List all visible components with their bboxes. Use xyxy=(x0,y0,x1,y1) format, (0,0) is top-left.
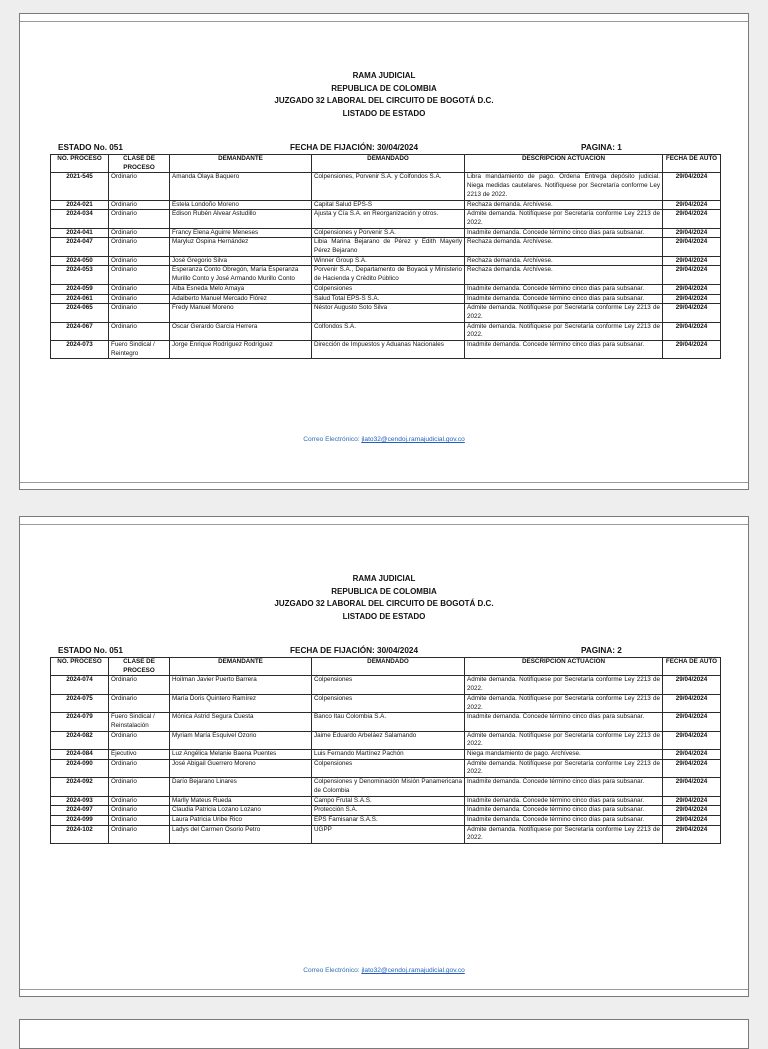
cell-no-proceso: 2024-075 xyxy=(51,694,109,712)
cell-demandado: Dirección de Impuestos y Aduanas Nacionales xyxy=(312,341,465,359)
cell-demandante: Laura Patricia Uribe Rico xyxy=(170,815,312,825)
cell-fecha-auto: 29/04/2024 xyxy=(663,210,721,228)
cell-demandado: Salud Total EPS-S S.A. xyxy=(312,294,465,304)
estado-number: ESTADO No. 051 xyxy=(58,646,123,655)
column-header-demandante: DEMANDANTE xyxy=(170,155,312,173)
page-bottom-rule xyxy=(20,989,748,990)
cell-descripcion: Inadmite demanda. Concede término cinco días para subsanar. xyxy=(465,713,663,731)
table-row xyxy=(51,676,721,694)
cell-descripcion: Admite demanda. Notifíquese por Secretaría conforme Ley 2213 de 2022. xyxy=(465,825,663,843)
cell-demandado: Libia Marina Bejarano de Pérez y Edith Mayerly Pérez Bejarano xyxy=(312,238,465,256)
footer-email-link[interactable]: jlato32@cendoj.ramajudicial.gov.co xyxy=(361,967,465,974)
table-row xyxy=(51,304,721,322)
cell-fecha-auto: 29/04/2024 xyxy=(663,228,721,238)
cell-no-proceso: 2024-092 xyxy=(51,778,109,796)
table-row xyxy=(51,210,721,228)
cell-fecha-auto: 29/04/2024 xyxy=(663,825,721,843)
table-row xyxy=(51,759,721,777)
cell-demandante: Luz Angélica Melanie Baena Puentes xyxy=(170,750,312,760)
page-header xyxy=(20,573,748,623)
header-line-rama: RAMA JUDICIAL xyxy=(352,71,416,80)
cell-demandado: Colpensiones y Porvenir S.A. xyxy=(312,228,465,238)
cell-descripcion: Inadmite demanda. Concede término cinco días para subsanar. xyxy=(465,815,663,825)
cell-demandado: Luis Fernando Martínez Pachón xyxy=(312,750,465,760)
cell-demandado: UGPP xyxy=(312,825,465,843)
cell-clase-proceso: Ordinario xyxy=(109,294,170,304)
cell-descripcion: Admite demanda. Notifíquese por Secretaría conforme Ley 2213 de 2022. xyxy=(465,731,663,749)
cell-clase-proceso: Ordinario xyxy=(109,228,170,238)
cell-clase-proceso: Ordinario xyxy=(109,806,170,816)
cell-clase-proceso: Ordinario xyxy=(109,759,170,777)
cell-descripcion: Rechaza demanda. Archívese. xyxy=(465,200,663,210)
cell-clase-proceso: Ordinario xyxy=(109,825,170,843)
table-row xyxy=(51,238,721,256)
footer-email-label: Correo Electrónico: xyxy=(303,967,360,974)
cell-fecha-auto: 29/04/2024 xyxy=(663,256,721,266)
fecha-fijacion: FECHA DE FIJACIÓN: 30/04/2024 xyxy=(290,646,419,655)
cell-descripcion: Inadmite demanda. Concede término cinco días para subsanar. xyxy=(465,806,663,816)
cell-demandante: Darío Bejarano Linares xyxy=(170,778,312,796)
cell-clase-proceso: Ordinario xyxy=(109,173,170,200)
cell-demandante: María Doris Quintero Ramírez xyxy=(170,694,312,712)
cell-clase-proceso: Ordinario xyxy=(109,238,170,256)
table-row xyxy=(51,173,721,200)
fecha-fijacion: FECHA DE FIJACIÓN: 30/04/2024 xyxy=(290,143,419,152)
cell-descripcion: Libra mandamiento de pago. Ordena Entrega depósito judicial. Niega medidas cautelares. Notifíquese por Secretaría conforme Ley 2213 de 2022. xyxy=(465,173,663,200)
cell-fecha-auto: 29/04/2024 xyxy=(663,266,721,284)
page-bottom-rule xyxy=(20,482,748,483)
column-header-descripcion: DESCRIPCIÓN ACTUACIÓN xyxy=(465,658,663,676)
cell-fecha-auto: 29/04/2024 xyxy=(663,200,721,210)
cell-clase-proceso: Ordinario xyxy=(109,815,170,825)
estado-meta-row xyxy=(50,143,720,154)
cell-no-proceso: 2024-084 xyxy=(51,750,109,760)
document-page-1 xyxy=(19,13,749,490)
cell-demandado: Banco Itau Colombia S.A. xyxy=(312,713,465,731)
cell-descripcion: Rechaza demanda. Archívese. xyxy=(465,256,663,266)
cell-demandante: Maryluz Ospina Hernández xyxy=(170,238,312,256)
cell-no-proceso: 2024-047 xyxy=(51,238,109,256)
cell-clase-proceso: Ejecutivo xyxy=(109,750,170,760)
cell-clase-proceso: Ordinario xyxy=(109,796,170,806)
column-header-demandante: DEMANDANTE xyxy=(170,658,312,676)
column-header-fecha-auto: FECHA DE AUTO xyxy=(663,658,721,676)
cell-clase-proceso: Ordinario xyxy=(109,284,170,294)
cell-no-proceso: 2024-099 xyxy=(51,815,109,825)
cell-descripcion: Admite demanda. Notifíquese por Secretaría conforme Ley 2213 de 2022. xyxy=(465,322,663,340)
table-header-row xyxy=(51,155,721,173)
cell-clase-proceso: Fuero Sindical / Reinstalación xyxy=(109,713,170,731)
cell-clase-proceso: Ordinario xyxy=(109,304,170,322)
cell-clase-proceso: Ordinario xyxy=(109,210,170,228)
cell-demandado: Colpensiones xyxy=(312,284,465,294)
cell-fecha-auto: 29/04/2024 xyxy=(663,322,721,340)
cell-descripcion: Admite demanda. Notifíquese por Secretaría conforme Ley 2213 de 2022. xyxy=(465,304,663,322)
page-header xyxy=(20,70,748,120)
cell-demandante: José Abigail Guerrero Moreno xyxy=(170,759,312,777)
cell-clase-proceso: Ordinario xyxy=(109,778,170,796)
column-header-demandado: DEMANDADO xyxy=(312,658,465,676)
header-line-republica: REPUBLICA DE COLOMBIA xyxy=(331,83,437,93)
cell-descripcion: Niega mandamiento de pago. Archívese. xyxy=(465,750,663,760)
column-header-no-proceso: NO. PROCESO xyxy=(51,658,109,676)
cell-demandante: Hoilman Javier Puerto Barrera xyxy=(170,676,312,694)
cell-no-proceso: 2024-059 xyxy=(51,284,109,294)
cell-descripcion: Inadmite demanda. Concede término cinco días para subsanar. xyxy=(465,294,663,304)
cell-descripcion: Inadmite demanda. Concede término cinco días para subsanar. xyxy=(465,341,663,359)
cell-fecha-auto: 29/04/2024 xyxy=(663,173,721,200)
cell-demandado: Campo Frutal S.A.S. xyxy=(312,796,465,806)
cell-demandante: Ladys del Carmen Osorio Petro xyxy=(170,825,312,843)
table-row xyxy=(51,806,721,816)
footer-contact xyxy=(20,967,748,974)
cell-no-proceso: 2024-021 xyxy=(51,200,109,210)
cell-demandante: Francy Elena Aguirre Meneses xyxy=(170,228,312,238)
cell-descripcion: Rechaza demanda. Archívese. xyxy=(465,238,663,256)
cell-demandado: Néstor Augusto Soto Silva xyxy=(312,304,465,322)
cell-no-proceso: 2021-545 xyxy=(51,173,109,200)
table-row xyxy=(51,713,721,731)
table-row xyxy=(51,284,721,294)
column-header-clase-proceso: CLASE DE PROCESO xyxy=(109,658,170,676)
cell-fecha-auto: 29/04/2024 xyxy=(663,778,721,796)
cell-demandado: Winner Group S.A. xyxy=(312,256,465,266)
column-header-demandado: DEMANDADO xyxy=(312,155,465,173)
column-header-clase-proceso: CLASE DE PROCESO xyxy=(109,155,170,173)
cell-demandado: Colpensiones xyxy=(312,676,465,694)
cell-no-proceso: 2024-053 xyxy=(51,266,109,284)
cell-no-proceso: 2024-074 xyxy=(51,676,109,694)
cell-no-proceso: 2024-050 xyxy=(51,256,109,266)
cell-clase-proceso: Ordinario xyxy=(109,676,170,694)
cell-demandado: Ajusta y Cía S.A. en Reorganización y otros. xyxy=(312,210,465,228)
footer-email-label: Correo Electrónico: xyxy=(303,436,360,443)
table-row xyxy=(51,778,721,796)
document-page-2 xyxy=(19,516,749,997)
estado-table xyxy=(50,657,721,844)
cell-demandante: Adalberto Manuel Mercado Flórez xyxy=(170,294,312,304)
page-top-rule xyxy=(20,524,748,525)
cell-demandante: Fredy Manuel Moreno xyxy=(170,304,312,322)
cell-demandante: Jorge Enrique Rodríguez Rodríguez xyxy=(170,341,312,359)
cell-demandado: Porvenir S.A., Departamento de Boyacá y Ministerio de Hacienda y Crédito Público xyxy=(312,266,465,284)
table-row xyxy=(51,200,721,210)
column-header-descripcion: DESCRIPCIÓN ACTUACIÓN xyxy=(465,155,663,173)
cell-fecha-auto: 29/04/2024 xyxy=(663,238,721,256)
estado-number: ESTADO No. 051 xyxy=(58,143,123,152)
cell-demandante: Alba Esneda Melo Amaya xyxy=(170,284,312,294)
cell-descripcion: Admite demanda. Notifíquese por Secretaría conforme Ley 2213 de 2022. xyxy=(465,210,663,228)
cell-demandante: Claudia Patricia Lozano Lozano xyxy=(170,806,312,816)
cell-fecha-auto: 29/04/2024 xyxy=(663,796,721,806)
cell-clase-proceso: Ordinario xyxy=(109,731,170,749)
cell-demandante: Edison Rubén Alvear Astudillo xyxy=(170,210,312,228)
cell-fecha-auto: 29/04/2024 xyxy=(663,676,721,694)
header-line-rama: RAMA JUDICIAL xyxy=(352,574,416,583)
cell-demandado: Colfondos S.A. xyxy=(312,322,465,340)
cell-descripcion: Inadmite demanda. Concede término cinco días para subsanar. xyxy=(465,778,663,796)
header-line-listado: LISTADO DE ESTADO xyxy=(342,108,426,118)
cell-no-proceso: 2024-065 xyxy=(51,304,109,322)
cell-descripcion: Admite demanda. Notifíquese por Secretaría conforme Ley 2213 de 2022. xyxy=(465,676,663,694)
cell-fecha-auto: 29/04/2024 xyxy=(663,713,721,731)
cell-demandante: Oscar Gerardo García Herrera xyxy=(170,322,312,340)
cell-demandante: Marlly Mateus Rueda xyxy=(170,796,312,806)
footer-email-link[interactable]: jlato32@cendoj.ramajudicial.gov.co xyxy=(361,436,465,443)
estado-meta-row xyxy=(50,646,720,657)
table-header-row xyxy=(51,658,721,676)
cell-clase-proceso: Ordinario xyxy=(109,694,170,712)
table-row xyxy=(51,322,721,340)
cell-clase-proceso: Ordinario xyxy=(109,200,170,210)
table-row xyxy=(51,825,721,843)
cell-fecha-auto: 29/04/2024 xyxy=(663,759,721,777)
cell-demandante: José Gregorio Silva xyxy=(170,256,312,266)
cell-fecha-auto: 29/04/2024 xyxy=(663,294,721,304)
page-number: PAGINA: 1 xyxy=(581,143,622,152)
table-row xyxy=(51,731,721,749)
cell-no-proceso: 2024-093 xyxy=(51,796,109,806)
cell-no-proceso: 2024-090 xyxy=(51,759,109,777)
cell-no-proceso: 2024-061 xyxy=(51,294,109,304)
header-line-juzgado: JUZGADO 32 LABORAL DEL CIRCUITO DE BOGOTÁ D.C. xyxy=(274,96,494,105)
cell-clase-proceso: Ordinario xyxy=(109,266,170,284)
cell-no-proceso: 2024-102 xyxy=(51,825,109,843)
header-line-listado: LISTADO DE ESTADO xyxy=(342,611,426,621)
cell-demandante: Esperanza Conto Obregón, María Esperanza Murillo Conto y José Armando Murillo Conto xyxy=(170,266,312,284)
table-row xyxy=(51,256,721,266)
page-number: PAGINA: 2 xyxy=(581,646,622,655)
cell-descripcion: Rechaza demanda. Archívese. xyxy=(465,266,663,284)
cell-fecha-auto: 29/04/2024 xyxy=(663,694,721,712)
table-row xyxy=(51,796,721,806)
page-top-rule xyxy=(20,21,748,22)
cell-descripcion: Inadmite demanda. Concede término cinco días para subsanar. xyxy=(465,796,663,806)
cell-no-proceso: 2024-067 xyxy=(51,322,109,340)
column-header-fecha-auto: FECHA DE AUTO xyxy=(663,155,721,173)
cell-demandado: Colpensiones, Porvenir S.A. y Colfondos S.A. xyxy=(312,173,465,200)
cell-no-proceso: 2024-034 xyxy=(51,210,109,228)
cell-clase-proceso: Ordinario xyxy=(109,256,170,266)
cell-demandado: Colpensiones xyxy=(312,759,465,777)
cell-demandado: Colpensiones y Denominación Misión Panamericana de Colombia xyxy=(312,778,465,796)
cell-no-proceso: 2024-082 xyxy=(51,731,109,749)
cell-no-proceso: 2024-041 xyxy=(51,228,109,238)
cell-fecha-auto: 29/04/2024 xyxy=(663,304,721,322)
table-row xyxy=(51,341,721,359)
cell-descripcion: Inadmite demanda. Concede término cinco días para subsanar. xyxy=(465,284,663,294)
cell-demandante: Amanda Olaya Baquero xyxy=(170,173,312,200)
table-row xyxy=(51,750,721,760)
table-row xyxy=(51,294,721,304)
cell-demandante: Mónica Astrid Segura Cuesta xyxy=(170,713,312,731)
table-row xyxy=(51,266,721,284)
cell-demandante: Estela Londoño Moreno xyxy=(170,200,312,210)
cell-fecha-auto: 29/04/2024 xyxy=(663,806,721,816)
cell-fecha-auto: 29/04/2024 xyxy=(663,284,721,294)
table-row xyxy=(51,815,721,825)
cell-demandado: Colpensiones xyxy=(312,694,465,712)
cell-descripcion: Inadmite demanda. Concede término cinco días para subsanar. xyxy=(465,228,663,238)
cell-fecha-auto: 29/04/2024 xyxy=(663,341,721,359)
estado-table xyxy=(50,154,721,359)
footer-contact xyxy=(20,436,748,443)
cell-clase-proceso: Ordinario xyxy=(109,322,170,340)
cell-descripcion: Admite demanda. Notifíquese por Secretaría conforme Ley 2213 de 2022. xyxy=(465,759,663,777)
cell-no-proceso: 2024-079 xyxy=(51,713,109,731)
cell-descripcion: Admite demanda. Notifíquese por Secretaría conforme Ley 2213 de 2022. xyxy=(465,694,663,712)
table-row xyxy=(51,228,721,238)
cell-demandado: Protección S.A. xyxy=(312,806,465,816)
cell-fecha-auto: 29/04/2024 xyxy=(663,750,721,760)
cell-demandado: EPS Famisanar S.A.S. xyxy=(312,815,465,825)
cell-demandado: Capital Salud EPS-S xyxy=(312,200,465,210)
header-line-juzgado: JUZGADO 32 LABORAL DEL CIRCUITO DE BOGOTÁ D.C. xyxy=(274,599,494,608)
cell-fecha-auto: 29/04/2024 xyxy=(663,731,721,749)
cell-demandado: Jaime Eduardo Arbeláez Salamando xyxy=(312,731,465,749)
cell-fecha-auto: 29/04/2024 xyxy=(663,815,721,825)
header-line-republica: REPUBLICA DE COLOMBIA xyxy=(331,586,437,596)
column-header-no-proceso: NO. PROCESO xyxy=(51,155,109,173)
cell-no-proceso: 2024-097 xyxy=(51,806,109,816)
cell-no-proceso: 2024-073 xyxy=(51,341,109,359)
cell-demandante: Myriam María Esquivel Ozorio xyxy=(170,731,312,749)
table-row xyxy=(51,694,721,712)
cell-clase-proceso: Fuero Sindical / Reintegro xyxy=(109,341,170,359)
